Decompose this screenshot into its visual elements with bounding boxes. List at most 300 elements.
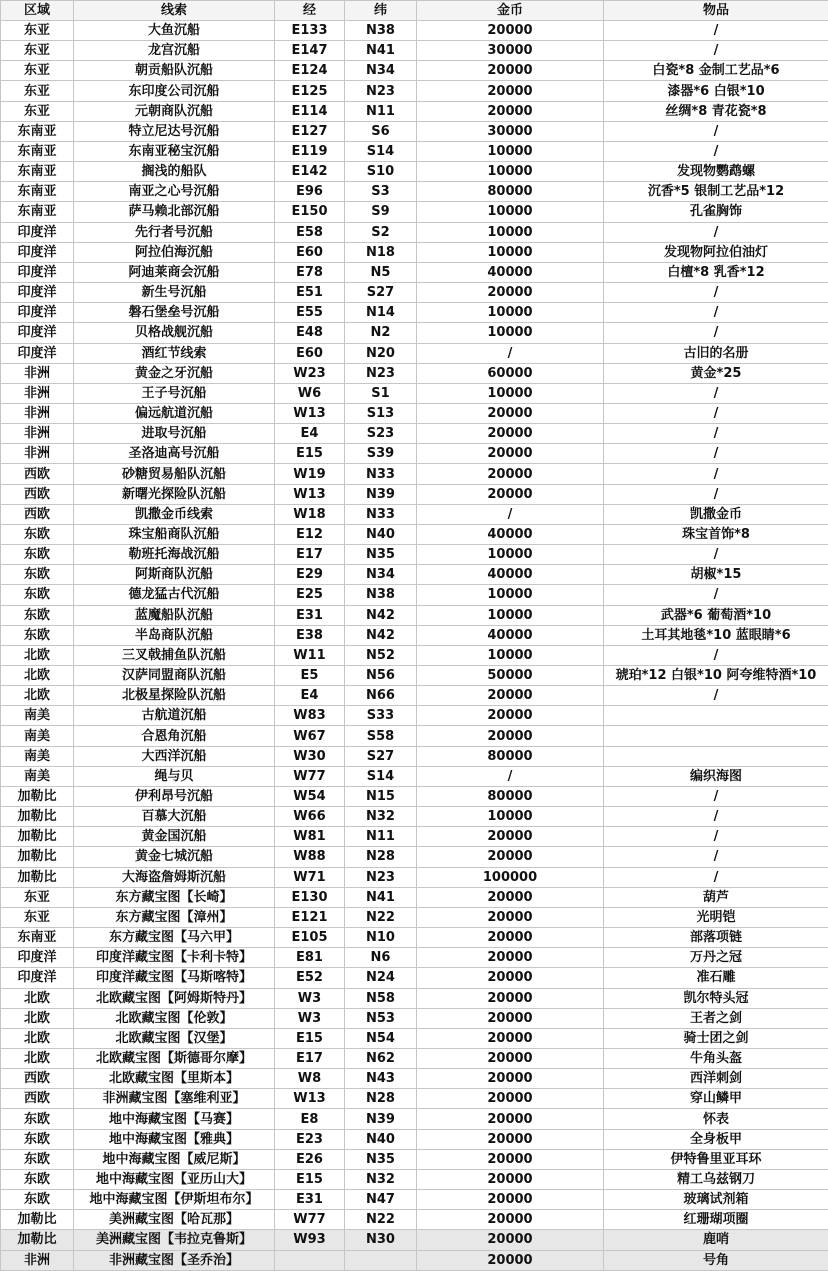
cell-gold: 10000	[417, 202, 604, 222]
cell-latitude: N39	[345, 1109, 417, 1129]
header-clue: 线索	[74, 1, 275, 21]
cell-clue: 磐石堡垒号沉船	[74, 303, 275, 323]
cell-items: /	[604, 141, 828, 161]
table-row	[1, 706, 828, 726]
cell-clue: 珠宝船商队沉船	[74, 524, 275, 544]
cell-clue: 大西洋沉船	[74, 746, 275, 766]
cell-gold: /	[417, 504, 604, 524]
table-row	[1, 786, 828, 806]
cell-region: 东南亚	[1, 202, 74, 222]
cell-latitude: N20	[345, 343, 417, 363]
cell-items: 鹿哨	[604, 1230, 828, 1250]
cell-region: 印度洋	[1, 323, 74, 343]
cell-gold: 20000	[417, 907, 604, 927]
cell-longitude: E81	[275, 948, 345, 968]
cell-clue: 地中海藏宝图【马赛】	[74, 1109, 275, 1129]
cell-region: 加勒比	[1, 827, 74, 847]
cell-gold: 20000	[417, 1069, 604, 1089]
cell-region: 南美	[1, 706, 74, 726]
cell-latitude: N43	[345, 1069, 417, 1089]
cell-region: 非洲	[1, 424, 74, 444]
cell-items: 编织海图	[604, 766, 828, 786]
cell-clue: 印度洋藏宝图【卡利卡特】	[74, 948, 275, 968]
cell-items: 怀表	[604, 1109, 828, 1129]
cell-longitude: E26	[275, 1149, 345, 1169]
cell-region: 印度洋	[1, 222, 74, 242]
cell-clue: 东方藏宝图【漳州】	[74, 907, 275, 927]
cell-region: 印度洋	[1, 968, 74, 988]
cell-longitude: E119	[275, 141, 345, 161]
table-row	[1, 41, 828, 61]
cell-latitude: N14	[345, 303, 417, 323]
table-row	[1, 1109, 828, 1129]
table-row	[1, 383, 828, 403]
cell-longitude: E96	[275, 182, 345, 202]
table-row	[1, 202, 828, 222]
cell-longitude: W66	[275, 807, 345, 827]
cell-clue: 古航道沉船	[74, 706, 275, 726]
cell-gold: 40000	[417, 524, 604, 544]
table-row	[1, 666, 828, 686]
cell-latitude: N40	[345, 1129, 417, 1149]
cell-clue: 美洲藏宝图【韦拉克鲁斯】	[74, 1230, 275, 1250]
cell-longitude: E133	[275, 21, 345, 41]
cell-items: /	[604, 464, 828, 484]
cell-items: /	[604, 383, 828, 403]
cell-latitude: N38	[345, 21, 417, 41]
cell-gold: 20000	[417, 484, 604, 504]
table-row	[1, 444, 828, 464]
cell-latitude: N35	[345, 1149, 417, 1169]
cell-clue: 地中海藏宝图【雅典】	[74, 1129, 275, 1149]
cell-items: 号角	[604, 1250, 828, 1270]
cell-latitude: N23	[345, 867, 417, 887]
cell-longitude: W3	[275, 988, 345, 1008]
cell-items: /	[604, 21, 828, 41]
cell-gold: 20000	[417, 1028, 604, 1048]
cell-gold: 40000	[417, 625, 604, 645]
cell-region: 东亚	[1, 61, 74, 81]
cell-gold: 20000	[417, 1089, 604, 1109]
cell-latitude: N23	[345, 363, 417, 383]
cell-items	[604, 746, 828, 766]
cell-longitude: E4	[275, 686, 345, 706]
cell-items: /	[604, 585, 828, 605]
cell-longitude: W13	[275, 1089, 345, 1109]
cell-gold: 20000	[417, 1149, 604, 1169]
table-row	[1, 867, 828, 887]
cell-items: /	[604, 807, 828, 827]
cell-latitude: N5	[345, 262, 417, 282]
cell-gold: 20000	[417, 61, 604, 81]
table-row	[1, 686, 828, 706]
cell-latitude: N22	[345, 907, 417, 927]
cell-items: 白檀*8 乳香*12	[604, 262, 828, 282]
cell-longitude: W19	[275, 464, 345, 484]
cell-region: 西欧	[1, 1089, 74, 1109]
table-row	[1, 928, 828, 948]
cell-longitude: E150	[275, 202, 345, 222]
cell-region: 东欧	[1, 585, 74, 605]
table-row	[1, 524, 828, 544]
cell-clue: 龙宫沉船	[74, 41, 275, 61]
cell-longitude: E60	[275, 242, 345, 262]
cell-items: 发现物阿拉伯油灯	[604, 242, 828, 262]
cell-clue: 蓝魔船队沉船	[74, 605, 275, 625]
cell-items: 凯尔特头冠	[604, 988, 828, 1008]
cell-latitude: N22	[345, 1210, 417, 1230]
cell-clue: 合恩角沉船	[74, 726, 275, 746]
cell-region: 南美	[1, 746, 74, 766]
cell-gold: 10000	[417, 141, 604, 161]
cell-latitude: N28	[345, 847, 417, 867]
cell-latitude: N62	[345, 1048, 417, 1068]
cell-clue: 地中海藏宝图【伊斯坦布尔】	[74, 1190, 275, 1210]
cell-region: 东亚	[1, 907, 74, 927]
cell-items: 红珊瑚项圈	[604, 1210, 828, 1230]
cell-longitude: E29	[275, 565, 345, 585]
table-row	[1, 766, 828, 786]
cell-items: 穿山鳞甲	[604, 1089, 828, 1109]
cell-latitude: N6	[345, 948, 417, 968]
table-row	[1, 827, 828, 847]
cell-latitude: N56	[345, 666, 417, 686]
cell-gold: 30000	[417, 41, 604, 61]
cell-clue: 萨马赖北部沉船	[74, 202, 275, 222]
cell-clue: 酒红节线索	[74, 343, 275, 363]
cell-longitude: W30	[275, 746, 345, 766]
cell-items: /	[604, 645, 828, 665]
cell-region: 东亚	[1, 887, 74, 907]
table-row	[1, 464, 828, 484]
cell-items: /	[604, 827, 828, 847]
table-row	[1, 424, 828, 444]
cell-longitude: W6	[275, 383, 345, 403]
table-row	[1, 1190, 828, 1210]
cell-clue: 半岛商队沉船	[74, 625, 275, 645]
cell-longitude: E147	[275, 41, 345, 61]
table-row	[1, 1048, 828, 1068]
cell-region: 印度洋	[1, 303, 74, 323]
cell-items: 漆器*6 白银*10	[604, 81, 828, 101]
cell-longitude: E60	[275, 343, 345, 363]
table-row	[1, 283, 828, 303]
cell-items: 精工乌兹钢刀	[604, 1169, 828, 1189]
cell-clue: 元朝商队沉船	[74, 101, 275, 121]
cell-items: /	[604, 283, 828, 303]
cell-region: 加勒比	[1, 807, 74, 827]
cell-gold: 20000	[417, 988, 604, 1008]
cell-items: /	[604, 424, 828, 444]
cell-clue: 偏远航道沉船	[74, 403, 275, 423]
cell-longitude: E31	[275, 605, 345, 625]
cell-clue: 大海盗詹姆斯沉船	[74, 867, 275, 887]
cell-latitude: N18	[345, 242, 417, 262]
cell-longitude: E142	[275, 162, 345, 182]
cell-region: 非洲	[1, 383, 74, 403]
cell-clue: 黄金之牙沉船	[74, 363, 275, 383]
cell-longitude: E52	[275, 968, 345, 988]
cell-items: 光明铠	[604, 907, 828, 927]
cell-clue: 北欧藏宝图【斯德哥尔摩】	[74, 1048, 275, 1068]
table-row	[1, 343, 828, 363]
cell-longitude: E130	[275, 887, 345, 907]
cell-latitude: N41	[345, 887, 417, 907]
cell-clue: 圣洛迪高号沉船	[74, 444, 275, 464]
cell-region: 非洲	[1, 363, 74, 383]
cell-items: 武器*6 葡萄酒*10	[604, 605, 828, 625]
table-row	[1, 484, 828, 504]
header-region: 区域	[1, 1, 74, 21]
cell-gold: 20000	[417, 1190, 604, 1210]
table-row	[1, 1008, 828, 1028]
table-body	[1, 21, 828, 1271]
cell-clue: 先行者号沉船	[74, 222, 275, 242]
cell-gold: 20000	[417, 847, 604, 867]
cell-region: 东南亚	[1, 928, 74, 948]
table-row	[1, 847, 828, 867]
table-row	[1, 565, 828, 585]
cell-latitude: N47	[345, 1190, 417, 1210]
cell-longitude: E23	[275, 1129, 345, 1149]
header-latitude: 纬	[345, 1, 417, 21]
cell-items: 凯撒金币	[604, 504, 828, 524]
cell-region: 东欧	[1, 524, 74, 544]
cell-gold: 20000	[417, 1230, 604, 1250]
cell-region: 东欧	[1, 545, 74, 565]
cell-gold: 50000	[417, 666, 604, 686]
cell-items: /	[604, 484, 828, 504]
cell-gold: 20000	[417, 1250, 604, 1270]
cell-items: /	[604, 41, 828, 61]
cell-items: 古旧的名册	[604, 343, 828, 363]
cell-gold: 10000	[417, 222, 604, 242]
cell-longitude: W81	[275, 827, 345, 847]
cell-gold: 30000	[417, 121, 604, 141]
cell-longitude: E31	[275, 1190, 345, 1210]
cell-latitude: N54	[345, 1028, 417, 1048]
cell-longitude: E105	[275, 928, 345, 948]
cell-clue: 新生号沉船	[74, 283, 275, 303]
cell-items: 琥珀*12 白银*10 阿夸维特酒*10	[604, 666, 828, 686]
cell-clue: 三叉戟捕鱼队沉船	[74, 645, 275, 665]
table-row	[1, 1250, 828, 1270]
cell-items: /	[604, 686, 828, 706]
cell-items: 万丹之冠	[604, 948, 828, 968]
table-row	[1, 1129, 828, 1149]
cell-items: /	[604, 121, 828, 141]
cell-items: 骑士团之剑	[604, 1028, 828, 1048]
cell-latitude: N41	[345, 41, 417, 61]
cell-clue: 百慕大沉船	[74, 807, 275, 827]
cell-region: 西欧	[1, 1069, 74, 1089]
cell-region: 北欧	[1, 645, 74, 665]
cell-gold: 20000	[417, 101, 604, 121]
cell-gold: 10000	[417, 645, 604, 665]
cell-gold: 20000	[417, 1048, 604, 1068]
cell-clue: 阿拉伯海沉船	[74, 242, 275, 262]
cell-clue: 凯撒金币线索	[74, 504, 275, 524]
cell-clue: 阿斯商队沉船	[74, 565, 275, 585]
cell-clue: 东方藏宝图【马六甲】	[74, 928, 275, 948]
cell-longitude: W11	[275, 645, 345, 665]
cell-gold: 10000	[417, 545, 604, 565]
cell-clue: 北极星探险队沉船	[74, 686, 275, 706]
cell-items: 土耳其地毯*10 蓝眼睛*6	[604, 625, 828, 645]
cell-latitude: S27	[345, 283, 417, 303]
cell-clue: 搁浅的船队	[74, 162, 275, 182]
cell-gold: 10000	[417, 303, 604, 323]
cell-gold: 20000	[417, 1210, 604, 1230]
cell-latitude: N15	[345, 786, 417, 806]
cell-latitude: S13	[345, 403, 417, 423]
cell-longitude: E15	[275, 1028, 345, 1048]
cell-gold: 60000	[417, 363, 604, 383]
cell-gold: 10000	[417, 162, 604, 182]
cell-gold: /	[417, 343, 604, 363]
cell-region: 北欧	[1, 988, 74, 1008]
cell-region: 东欧	[1, 1129, 74, 1149]
cell-clue: 北欧藏宝图【汉堡】	[74, 1028, 275, 1048]
cell-longitude: W71	[275, 867, 345, 887]
cell-gold: 20000	[417, 686, 604, 706]
cell-longitude: W8	[275, 1069, 345, 1089]
cell-longitude: W77	[275, 766, 345, 786]
cell-latitude: N32	[345, 807, 417, 827]
cell-items: 孔雀胸饰	[604, 202, 828, 222]
cell-latitude: N40	[345, 524, 417, 544]
cell-latitude: S10	[345, 162, 417, 182]
cell-gold: 100000	[417, 867, 604, 887]
cell-clue: 朝贡船队沉船	[74, 61, 275, 81]
table-row	[1, 1089, 828, 1109]
cell-items: /	[604, 444, 828, 464]
cell-clue: 地中海藏宝图【亚历山大】	[74, 1169, 275, 1189]
cell-region: 北欧	[1, 1008, 74, 1028]
table-row	[1, 625, 828, 645]
cell-latitude: N42	[345, 605, 417, 625]
cell-region: 印度洋	[1, 262, 74, 282]
cell-latitude: N28	[345, 1089, 417, 1109]
cell-longitude: W23	[275, 363, 345, 383]
cell-latitude: N32	[345, 1169, 417, 1189]
cell-longitude: W54	[275, 786, 345, 806]
cell-clue: 美洲藏宝图【哈瓦那】	[74, 1210, 275, 1230]
cell-latitude: S23	[345, 424, 417, 444]
cell-items: /	[604, 545, 828, 565]
table-row	[1, 363, 828, 383]
cell-region: 东南亚	[1, 121, 74, 141]
cell-items: 发现物鹦鹉螺	[604, 162, 828, 182]
cell-region: 东南亚	[1, 162, 74, 182]
cell-region: 东欧	[1, 1190, 74, 1210]
cell-gold: 10000	[417, 807, 604, 827]
cell-longitude: E78	[275, 262, 345, 282]
cell-latitude: S3	[345, 182, 417, 202]
cell-clue: 北欧藏宝图【伦敦】	[74, 1008, 275, 1028]
cell-gold: 20000	[417, 1008, 604, 1028]
table-row	[1, 988, 828, 1008]
cell-longitude: E127	[275, 121, 345, 141]
cell-longitude: E48	[275, 323, 345, 343]
cell-longitude: E12	[275, 524, 345, 544]
cell-latitude: N58	[345, 988, 417, 1008]
cell-region: 西欧	[1, 504, 74, 524]
cell-longitude: W83	[275, 706, 345, 726]
cell-region: 非洲	[1, 444, 74, 464]
cell-latitude	[345, 1250, 417, 1270]
cell-clue: 勒班托海战沉船	[74, 545, 275, 565]
cell-longitude: E124	[275, 61, 345, 81]
table-row	[1, 1028, 828, 1048]
table-row	[1, 403, 828, 423]
cell-clue: 东印度公司沉船	[74, 81, 275, 101]
cell-items: 王者之剑	[604, 1008, 828, 1028]
cell-longitude: W3	[275, 1008, 345, 1028]
table-row	[1, 585, 828, 605]
cell-latitude: N52	[345, 645, 417, 665]
cell-clue: 黄金国沉船	[74, 827, 275, 847]
cell-clue: 北欧藏宝图【里斯本】	[74, 1069, 275, 1089]
table-row	[1, 948, 828, 968]
table-row	[1, 907, 828, 927]
cell-longitude: E8	[275, 1109, 345, 1129]
table-row	[1, 545, 828, 565]
cell-gold: 20000	[417, 706, 604, 726]
cell-longitude: E5	[275, 666, 345, 686]
table-row	[1, 887, 828, 907]
table-row	[1, 222, 828, 242]
cell-longitude: E25	[275, 585, 345, 605]
cell-clue: 印度洋藏宝图【马斯喀特】	[74, 968, 275, 988]
cell-gold: 20000	[417, 726, 604, 746]
cell-items: 珠宝首饰*8	[604, 524, 828, 544]
cell-region: 加勒比	[1, 867, 74, 887]
cell-items: 玻璃试剂箱	[604, 1190, 828, 1210]
cell-region: 西欧	[1, 484, 74, 504]
table-row	[1, 141, 828, 161]
cell-items: 丝绸*8 青花瓷*8	[604, 101, 828, 121]
cell-latitude: N53	[345, 1008, 417, 1028]
cell-items: 全身板甲	[604, 1129, 828, 1149]
cell-gold: 20000	[417, 464, 604, 484]
table-row	[1, 1210, 828, 1230]
cell-region: 东欧	[1, 605, 74, 625]
table-row	[1, 1230, 828, 1250]
cell-gold: 20000	[417, 424, 604, 444]
cell-longitude: W18	[275, 504, 345, 524]
cell-region: 加勒比	[1, 1230, 74, 1250]
cell-items: 胡椒*15	[604, 565, 828, 585]
cell-clue: 砂糖贸易船队沉船	[74, 464, 275, 484]
cell-longitude: E51	[275, 283, 345, 303]
cell-gold: 10000	[417, 383, 604, 403]
cell-latitude: N33	[345, 464, 417, 484]
cell-clue: 地中海藏宝图【威尼斯】	[74, 1149, 275, 1169]
header-longitude: 经	[275, 1, 345, 21]
cell-latitude: N10	[345, 928, 417, 948]
cell-clue: 汉萨同盟商队沉船	[74, 666, 275, 686]
cell-gold: 10000	[417, 242, 604, 262]
table-row	[1, 807, 828, 827]
cell-region: 东欧	[1, 1109, 74, 1129]
cell-latitude: S33	[345, 706, 417, 726]
cell-longitude: E38	[275, 625, 345, 645]
cell-region: 北欧	[1, 1028, 74, 1048]
cell-latitude: N42	[345, 625, 417, 645]
cell-region: 东欧	[1, 1149, 74, 1169]
cell-latitude: S6	[345, 121, 417, 141]
